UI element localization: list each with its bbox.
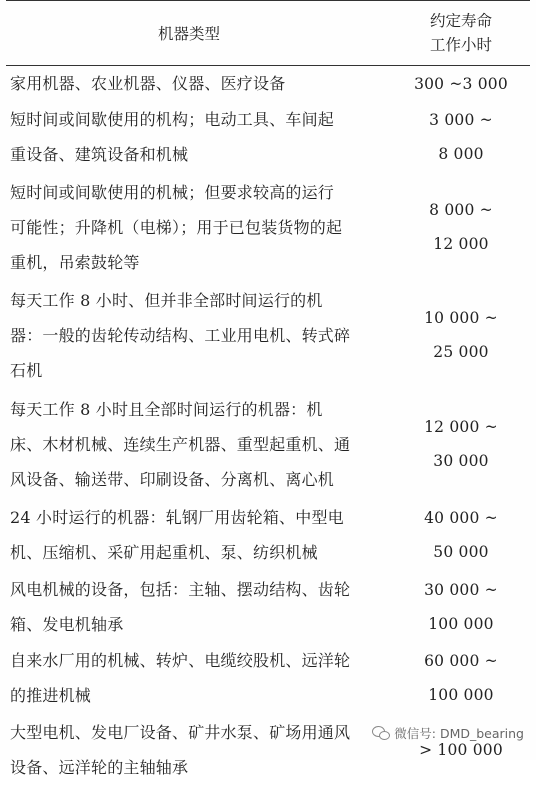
cell-line: 24 小时运行的机器：轧钢厂用齿轮箱、中型电 [10,500,392,535]
cell-line: 100 000 [392,678,530,712]
life-hours-cell [392,389,530,499]
cell-line: 3 000 ~ [392,103,530,137]
cell-line: 箱、发电机轴承 [10,607,392,642]
machine-type-cell [6,281,392,389]
machine-type-cell [6,101,392,173]
cell-line: 床、木材机械、连续生产机器、重型起重机、通 [10,427,392,462]
table-row [6,66,530,102]
machine-type-cell [6,713,392,787]
machine-type-cell [6,499,392,571]
cell-line: 30 000 [392,444,530,478]
cell-line: 12 000 [392,227,530,261]
cell-line: 大型电机、发电厂设备、矿井水泵、矿场用通风 [10,715,392,750]
table-row [6,173,530,281]
table-header [6,1,530,66]
cell-line: 的推进机械 [10,678,392,713]
cell-line: 8 000 [392,137,530,171]
wechat-watermark [372,724,524,742]
cell-line: 重设备、建筑设备和机械 [10,137,392,172]
table-body [6,66,530,787]
life-hours-cell [392,281,530,389]
life-hours-cell [392,66,530,102]
table-row [6,499,530,571]
cell-line: 12 000 ~ [392,410,530,444]
table-row [6,643,530,713]
machine-type-cell [6,571,392,643]
table-row [6,389,530,499]
cell-line: 10 000 ~ [392,301,530,335]
cell-line: 重机，吊索鼓轮等 [10,245,392,280]
cell-line: 100 000 [392,607,530,641]
cell-line: > 100 000 [392,733,530,767]
header-life-line: 约定寿命 [392,9,530,33]
cell-line: 60 000 ~ [392,644,530,678]
cell-line: 每天工作 8 小时、但并非全部时间运行的机 [10,283,392,318]
table-row [6,571,530,643]
cell-line: 300 ~3 000 [392,67,530,101]
table-row [6,101,530,173]
cell-line: 40 000 ~ [392,501,530,535]
cell-line: 设备、远洋轮的主轴轴承 [10,750,392,785]
watermark-text: 微信号: DMD_bearing [394,724,524,742]
cell-line: 风设备、输送带、印刷设备、分离机、离心机 [10,462,392,497]
life-hours-cell [392,101,530,173]
cell-line: 机、压缩机、采矿用起重机、泵、纺织机械 [10,535,392,570]
header-machine-type: 机器类型 [6,1,392,66]
life-hours-cell [392,499,530,571]
life-hours-cell [392,173,530,281]
machine-type-cell [6,66,392,102]
cell-line: 器：一般的齿轮传动结构、工业用电机、转式碎 [10,318,392,353]
bearing-life-table [6,0,530,787]
cell-line: 8 000 ~ [392,193,530,227]
life-hours-cell [392,571,530,643]
cell-line: 短时间或间歇使用的机械；但要求较高的运行 [10,175,392,210]
machine-type-cell [6,173,392,281]
cell-line: 石机 [10,353,392,388]
cell-line: 可能性；升降机（电梯）；用于已包装货物的起 [10,210,392,245]
cell-line: 50 000 [392,535,530,569]
cell-line: 短时间或间歇使用的机构；电动工具、车间起 [10,102,392,137]
machine-type-cell [6,643,392,713]
header-rated-life [392,1,530,66]
cell-line: 风电机械的设备，包括：主轴、摆动结构、齿轮 [10,572,392,607]
header-life-line: 工作小时 [392,33,530,57]
cell-line: 每天工作 8 小时且全部时间运行的机器：机 [10,392,392,427]
life-hours-cell [392,643,530,713]
cell-line: 家用机器、农业机器、仪器、医疗设备 [10,66,392,101]
table-row [6,281,530,389]
machine-type-cell [6,389,392,499]
cell-line: 25 000 [392,335,530,369]
cell-line: 30 000 ~ [392,573,530,607]
wechat-icon [372,726,390,740]
cell-line: 自来水厂用的机械、转炉、电缆绞股机、远洋轮 [10,643,392,678]
